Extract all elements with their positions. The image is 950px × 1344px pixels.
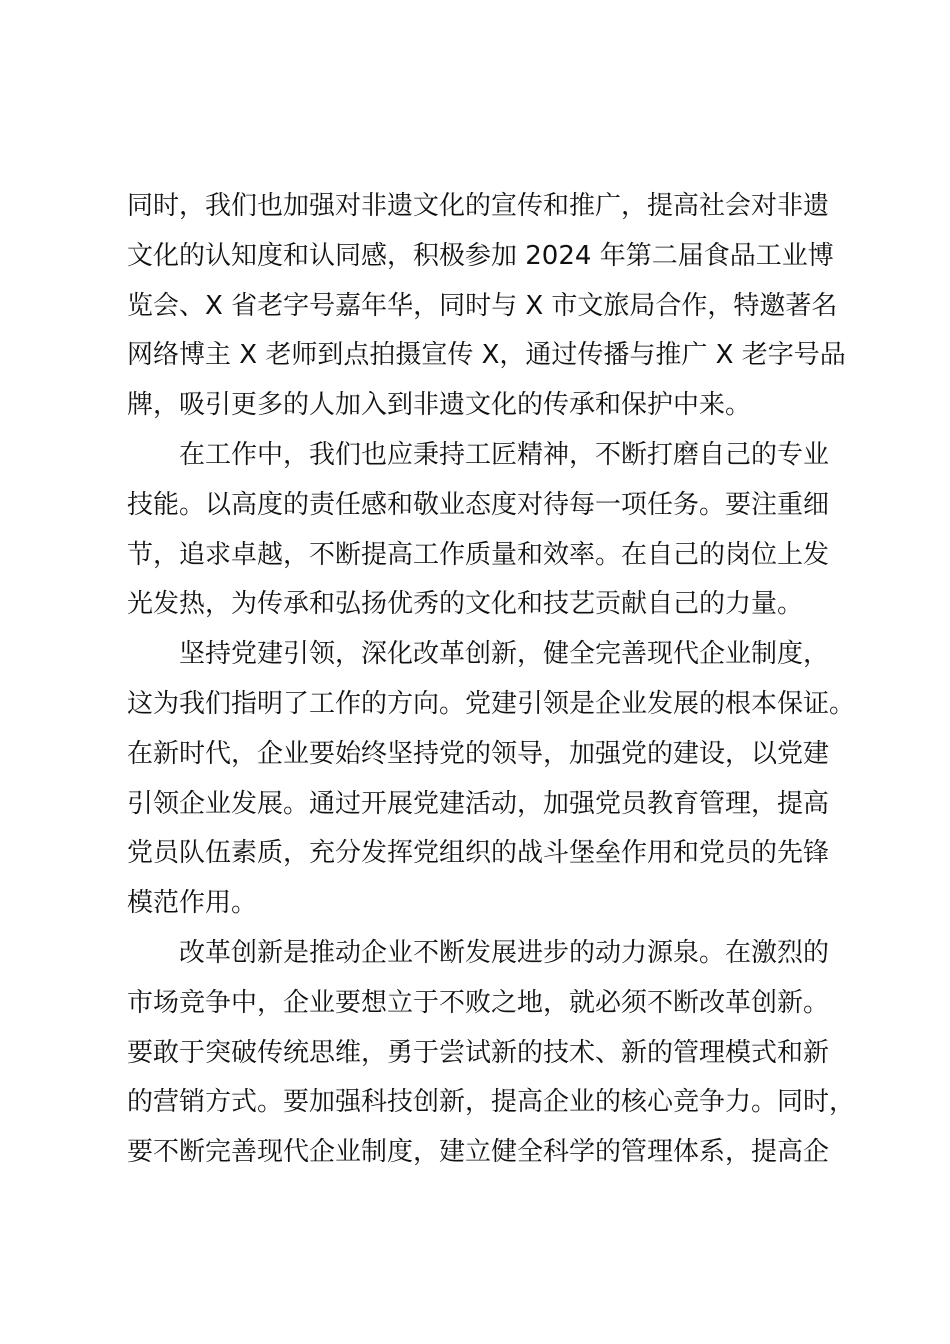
text-line: 技能。以高度的责任感和敬业态度对待每一项任务。要注重细 — [127, 489, 830, 520]
text-line: 的营销方式。要加强科技创新，提高企业的核心竞争力。同时， — [127, 1087, 856, 1118]
text-line: 同时，我们也加强对非遗文化的宣传和推广，提高社会对非遗 — [127, 191, 830, 221]
text-line: 览会、X 省老字号嘉年华，同时与 X 市文旅局合作，特邀著名 — [127, 290, 838, 321]
text-line: 模范作用。 — [127, 888, 258, 919]
text-line: 网络博主 X 老师到点拍摄宣传 X，通过传播与推广 X 老字号品 — [127, 340, 846, 371]
text-line: 要敢于突破传统思维，勇于尝试新的技术、新的管理模式和新 — [127, 1037, 830, 1068]
text-line: 牌，吸引更多的人加入到非遗文化的传承和保护中来。 — [127, 390, 752, 421]
text-line: 市场竞争中，企业要想立于不败之地，就必须不断改革创新。 — [127, 987, 830, 1018]
body-text — [127, 186, 856, 1182]
text-line: 这为我们指明了工作的方向。党建引领是企业发展的根本保证。 — [127, 688, 856, 719]
text-line: 文化的认知度和认同感，积极参加 2024 年第二届食品工业博 — [127, 240, 834, 271]
text-line: 党员队伍素质，充分发挥党组织的战斗堡垒作用和党员的先锋 — [127, 838, 830, 869]
text-line: 引领企业发展。通过开展党建活动，加强党员教育管理，提高 — [127, 788, 830, 819]
paragraph-first-line: 改革创新是推动企业不断发展进步的动力源泉。在激烈的 — [179, 937, 830, 968]
text-line: 光发热，为传承和弘扬优秀的文化和技艺贡献自己的力量。 — [127, 589, 804, 620]
text-line: 在新时代，企业要始终坚持党的领导，加强党的建设，以党建 — [127, 738, 830, 769]
paragraph-first-line: 在工作中，我们也应秉持工匠精神，不断打磨自己的专业 — [179, 439, 830, 470]
text-line: 要不断完善现代企业制度，建立健全科学的管理体系，提高企 — [127, 1137, 830, 1168]
paragraph-first-line: 坚持党建引领，深化改革创新，健全完善现代企业制度， — [179, 639, 830, 670]
text-line: 节，追求卓越，不断提高工作质量和效率。在自己的岗位上发 — [127, 539, 830, 570]
